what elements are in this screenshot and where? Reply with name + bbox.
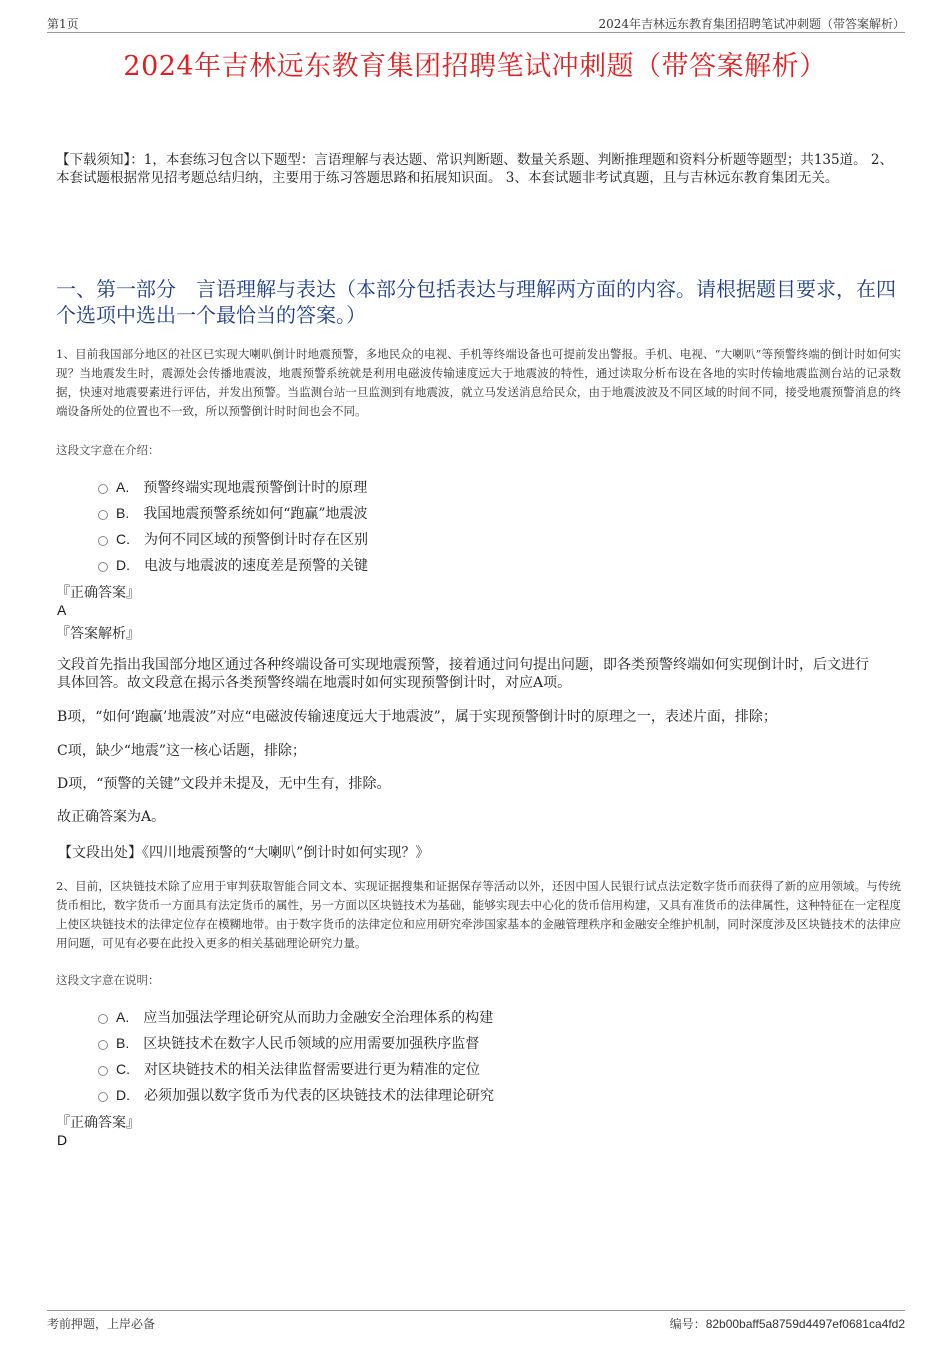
download-notice: 【下载须知】：1，本套练习包含以下题型：言语理解与表达题、常识判断题、数量关系题、判断推理题和资料分析题等题型；共135道。 2、本套试题根据常见招考题总结归纳，主要用于练习答题思路和拓展知识面。 3、本套试题非考试真题，且与吉林远东教育集团无关。 xyxy=(56,152,893,186)
option-letter: B. xyxy=(116,1035,130,1051)
text-source-1: 【文段出处】《四川地震预警的“大喇叭”倒计时如何实现？》 xyxy=(58,845,430,861)
footer-slogan: 考前押题，上岸必备 xyxy=(47,1317,156,1331)
radio-icon[interactable] xyxy=(98,536,108,546)
option-letter: D. xyxy=(116,557,130,573)
radio-icon[interactable] xyxy=(98,510,108,520)
analysis-paragraph: C项，缺少“地震”这一核心话题，排除； xyxy=(57,743,307,759)
option-1-a[interactable] xyxy=(98,477,367,497)
question-prompt-2: 这段文字意在说明： xyxy=(56,973,160,987)
section-title: 一、第一部分 言语理解与表达（本部分包括表达与理解两方面的内容。请根据题目要求，在四个选项中选出一个最恰当的答案。） xyxy=(56,277,896,327)
option-letter: D. xyxy=(116,1087,130,1103)
analysis-label-1: 『答案解析』 xyxy=(56,626,140,642)
header-doc-title: 2024年吉林远东教育集团招聘笔试冲刺题（带答案解析） xyxy=(598,17,905,31)
option-letter: A. xyxy=(116,479,130,495)
option-2-a[interactable] xyxy=(98,1007,493,1027)
option-text: 为何不同区域的预警倒计时存在区别 xyxy=(144,532,368,548)
option-1-c[interactable] xyxy=(98,529,368,549)
correct-answer-label-2: 『正确答案』 xyxy=(56,1115,140,1131)
correct-answer-1: A xyxy=(57,602,67,618)
option-1-d[interactable] xyxy=(98,555,368,575)
option-letter: A. xyxy=(116,1009,130,1025)
correct-answer-label-1: 『正确答案』 xyxy=(56,585,140,601)
page-footer xyxy=(47,1310,905,1334)
option-2-d[interactable] xyxy=(98,1085,494,1105)
code-label: 编号： xyxy=(669,1317,706,1331)
option-text: 对区块链技术的相关法律监督需要进行更为精准的定位 xyxy=(144,1062,480,1078)
option-2-b[interactable] xyxy=(98,1033,479,1053)
option-2-c[interactable] xyxy=(98,1059,480,1079)
question-prompt-1: 这段文字意在介绍： xyxy=(56,443,160,457)
question-stem-1: 1、目前我国部分地区的社区已实现大喇叭倒计时地震预警，多地民众的电视、手机等终端设备也可提前发出警报。手机、电视、“大喇叭”等预警终端的倒计时如何实现？当地震发生时，震源处会传播地震波，地震预警系统就是利用电磁波传输速度远大于地震波的特性，通过读取分析布设在各地的实时传输地震监测台站的记录数据，快速对地震要素进行评估，并发出预警。当监测台站一旦监测到有地震波，就立马发送消息给民众，由于地震波波及不同区域的时间不同，接受地震预警消息的终端设备所处的位置也不一致，所以预警倒计时时间也会不同。 xyxy=(56,347,901,418)
page-header xyxy=(47,12,905,33)
radio-icon[interactable] xyxy=(98,562,108,572)
option-text: 我国地震预警系统如何“跑赢”地震波 xyxy=(143,506,368,522)
option-1-b[interactable] xyxy=(98,503,368,523)
code-value: 82b00baff5a8759d4497ef0681ca4fd2 xyxy=(705,1317,905,1331)
question-stem-2: 2、目前，区块链技术除了应用于审判获取智能合同文本、实现证据搜集和证据保存等活动以外，还因中国人民银行试点法定数字货币而获得了新的应用领域。与传统货币相比，数字货币一方面具有法定货币的属性，另一方面以区块链技术为基础，能够实现去中心化的货币信用构建，又具有准货币的法律属性，这种特征在一定程度上使区块链技术的法律定位存在模糊地带。由于数字货币的法律定位和应用研究牵涉国家基本的金融管理秩序和金融安全维护机制，同时深度涉及区块链技术的法律应用问题，可见有必要在此投入更多的相关基础理论研究力量。 xyxy=(56,879,901,950)
radio-icon[interactable] xyxy=(98,1092,108,1102)
option-text: 应当加强法学理论研究从而助力金融安全治理体系的构建 xyxy=(143,1010,494,1026)
option-text: 电波与地震波的速度差是预警的关键 xyxy=(144,558,368,574)
option-text: 区块链技术在数字人民币领域的应用需要加强秩序监督 xyxy=(143,1036,480,1052)
option-letter: C. xyxy=(116,531,130,547)
analysis-paragraph: 故正确答案为A。 xyxy=(57,809,166,825)
page-number: 第1页 xyxy=(47,17,79,31)
radio-icon[interactable] xyxy=(98,484,108,494)
option-letter: B. xyxy=(116,505,130,521)
analysis-paragraph: D项，“预警的关键”文段并未提及，无中生有，排除。 xyxy=(57,776,391,792)
option-text: 预警终端实现地震预警倒计时的原理 xyxy=(143,480,368,496)
analysis-paragraph: B项，“如何‘跑赢’地震波”对应“电磁波传输速度远大于地震波”，属于实现预警倒计时的原理之一，表述片面，排除； xyxy=(57,709,777,725)
radio-icon[interactable] xyxy=(98,1066,108,1076)
document-code xyxy=(670,1315,905,1332)
option-letter: C. xyxy=(116,1061,130,1077)
correct-answer-2: D xyxy=(57,1132,68,1148)
document-title: 2024年吉林远东教育集团招聘笔试冲刺题（带答案解析） xyxy=(123,51,827,82)
option-text: 必须加强以数字货币为代表的区块链技术的法律理论研究 xyxy=(144,1088,494,1104)
radio-icon[interactable] xyxy=(98,1014,108,1024)
analysis-paragraph: 文段首先指出我国部分地区通过各种终端设备可实现地震预警，接着通过问句提出问题，即各类预警终端如何实现倒计时，后文进行具体回答。故文段意在揭示各类预警终端在地震时如何实现预警倒计时，对应A项。 xyxy=(57,657,869,691)
radio-icon[interactable] xyxy=(98,1040,108,1050)
